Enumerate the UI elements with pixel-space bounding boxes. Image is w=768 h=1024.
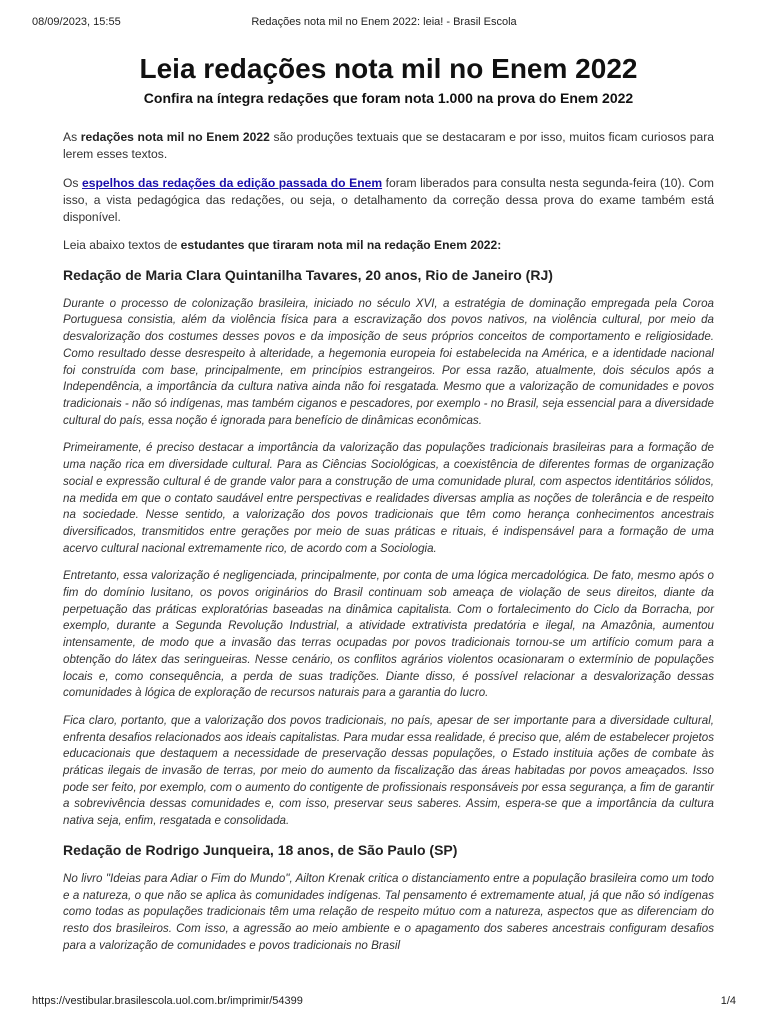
print-footer	[32, 995, 736, 1009]
print-datetime: 08/09/2023, 15:55	[32, 16, 121, 28]
essay-paragraph: Durante o processo de colonização brasileira, iniciado no século XVI, a estratégia de dominação empregada pela Coroa Portuguesa consistia, além da violência física para a escravização dos povos nativos, na violência cultural, por meio da desvalorização dos costumes desses povos e da imposição de seus próprios conceitos de comportamento e religiosidade. Como resultado desse desrespeito à alteridade, a hegemonia europeia foi estabelecida na América, e a identidade nacional foi construída com base, principalmente, em princípios estrangeiros. Por essa razão, atualmente, dois séculos após a Independência, a importância da cultura nativa ainda não foi resgatada. Mesmo que a valorização de comunidades e povos tradicionais - não só indígenas, mas também ciganos e pescadores, por exemplo - no Brasil, seja essencial para a diversidade cultural do país, essa noção é ignorada para benefício de dinâmicas econômicas.	[63, 296, 714, 427]
intro-paragraph-3: Leia abaixo textos de estudantes que tiraram nota mil na redação Enem 2022:	[63, 238, 502, 253]
print-page-title: Redações nota mil no Enem 2022: leia! - Brasil Escola	[251, 16, 517, 28]
article-intro	[63, 129, 714, 255]
article-subtitle: Confira na íntegra redações que foram nota 1.000 na prova do Enem 2022	[143, 90, 634, 106]
essay-maria-clara	[63, 266, 714, 830]
intro-highlight: redações nota mil no Enem 2022	[80, 130, 270, 144]
intro-highlight: estudantes que tiraram nota mil na redação Enem 2022:	[180, 238, 502, 253]
print-header	[32, 16, 736, 30]
essay-paragraph: Primeiramente, é preciso destacar a importância da valorização das populações tradicionais brasileiras para a formação de uma nação rica em diversidade cultural. Para as Ciências Sociológicas, a coexistência de diferentes formas de organização social e expressão cultural é de grande valor para a construção de uma comunidade plural, com aspectos identitários sólidos, na medida em que o contato saudável entre perspectivas e realidades diversas amplia as noções de tolerância e de respeito na sociedade. Nesse sentido, a valorização dos povos tradicionais que têm como herança conhecimentos ancestrais diversificados, transmitidos entre gerações por meio de suas práticas e rituais, é indispensável para a formação de uma acervo cultural nacional extremamente rico, de acordo com a Sociologia.	[63, 441, 714, 555]
article-title: Leia redações nota mil no Enem 2022	[139, 53, 638, 84]
article	[63, 52, 714, 965]
print-url: https://vestibular.brasilescola.uol.com.br/imprimir/54399	[32, 995, 303, 1007]
essay-paragraph: Fica claro, portanto, que a valorização dos povos tradicionais, no país, apesar de ser importante para a diversidade cultural, enfrenta desafios relacionados aos ideais capitalistas. Para mudar essa realidade, é preciso que, além de estabelecer projetos educacionais que destaquem a necessidade de preservação dessas populações, o Estado instituia ações de combate às práticas ilegais de invasão de terras, por meio do aumento da fiscalização das áreas habitadas por povos ameaçados. Isso pode ser feito, por exemplo, com o aumento do contigente de profissionais responsáveis por essa segurança, a fim de garantir a sobrevivência dessas comunidades e, com isso, preservar seus saberes. Assim, espera-se que a importância da cultura nativa seja, enfim, resgatada e consolidada.	[63, 713, 714, 828]
print-page-number: 1/4	[720, 995, 736, 1007]
espelhos-link[interactable]: espelhos das redações da edição passada do Enem	[82, 175, 383, 190]
essay-paragraph: Entretanto, essa valorização é negligenciada, principalmente, por conta de uma lógica mercadológica. De fato, mesmo após o fim do domínio lusitano, os povos originários do Brasil continuam sob ameaça de violação de seus direitos, diante da perpetuação das práticas exploratórias baseadas na dinâmica capitalista. Com o fortalecimento do Ciclo da Borracha, por exemplo, durante a Segunda Revolução Industrial, a atividade extrativista predatória e ilegal, na Amazônia, aumentou intensamente, de modo que a invasão das terras ocupadas por povos tradicionais tornou-se um artifício comum para a obtenção do látex das seringueiras. Nesse cenário, os conflitos agrários violentos ocasionaram o extermínio de populações locais e, como consequência, a perda de suas tradições. Diante disso, é possível relacionar a desvalorização dessas comunidades à lógica de exploração de recursos naturais para a garantia do lucro.	[63, 569, 714, 700]
essay-rodrigo-junqueira	[63, 841, 714, 955]
essay-heading: Redação de Maria Clara Quintanilha Tavares, 20 anos, Rio de Janeiro (RJ)	[63, 266, 553, 283]
essay-heading: Redação de Rodrigo Junqueira, 18 anos, de São Paulo (SP)	[63, 841, 458, 858]
intro-paragraph-1: As redações nota mil no Enem 2022 são produções textuais que se destacaram e por isso, muitos ficam curiosos para lerem esses textos.	[63, 130, 714, 162]
essay-paragraph: No livro "Ideias para Adiar o Fim do Mundo", Ailton Krenak critica o distanciamento entre a população brasileira como um todo e a natureza, o que não se aplica às comunidades indígenas. Tal pensamento é extremamente atual, já que não só indígenas como todas as populações tradicionais têm uma relação de respeito mútuo com a natureza, aspectos que as diferenciam do resto dos brasileiros. Com isso, a agressão ao meio ambiente e o apagamento dos saberes ancestrais configuram desafios para a valorização de comunidades e povos tradicionais no Brasil	[63, 871, 714, 952]
intro-paragraph-2: Os espelhos das redações da edição passada do Enem foram liberados para consulta nesta segunda-feira (10). Com isso, a vista pedagógica das redações, ou seja, o detalhamento da correção dessa prova do exame também está disponível.	[63, 175, 714, 225]
